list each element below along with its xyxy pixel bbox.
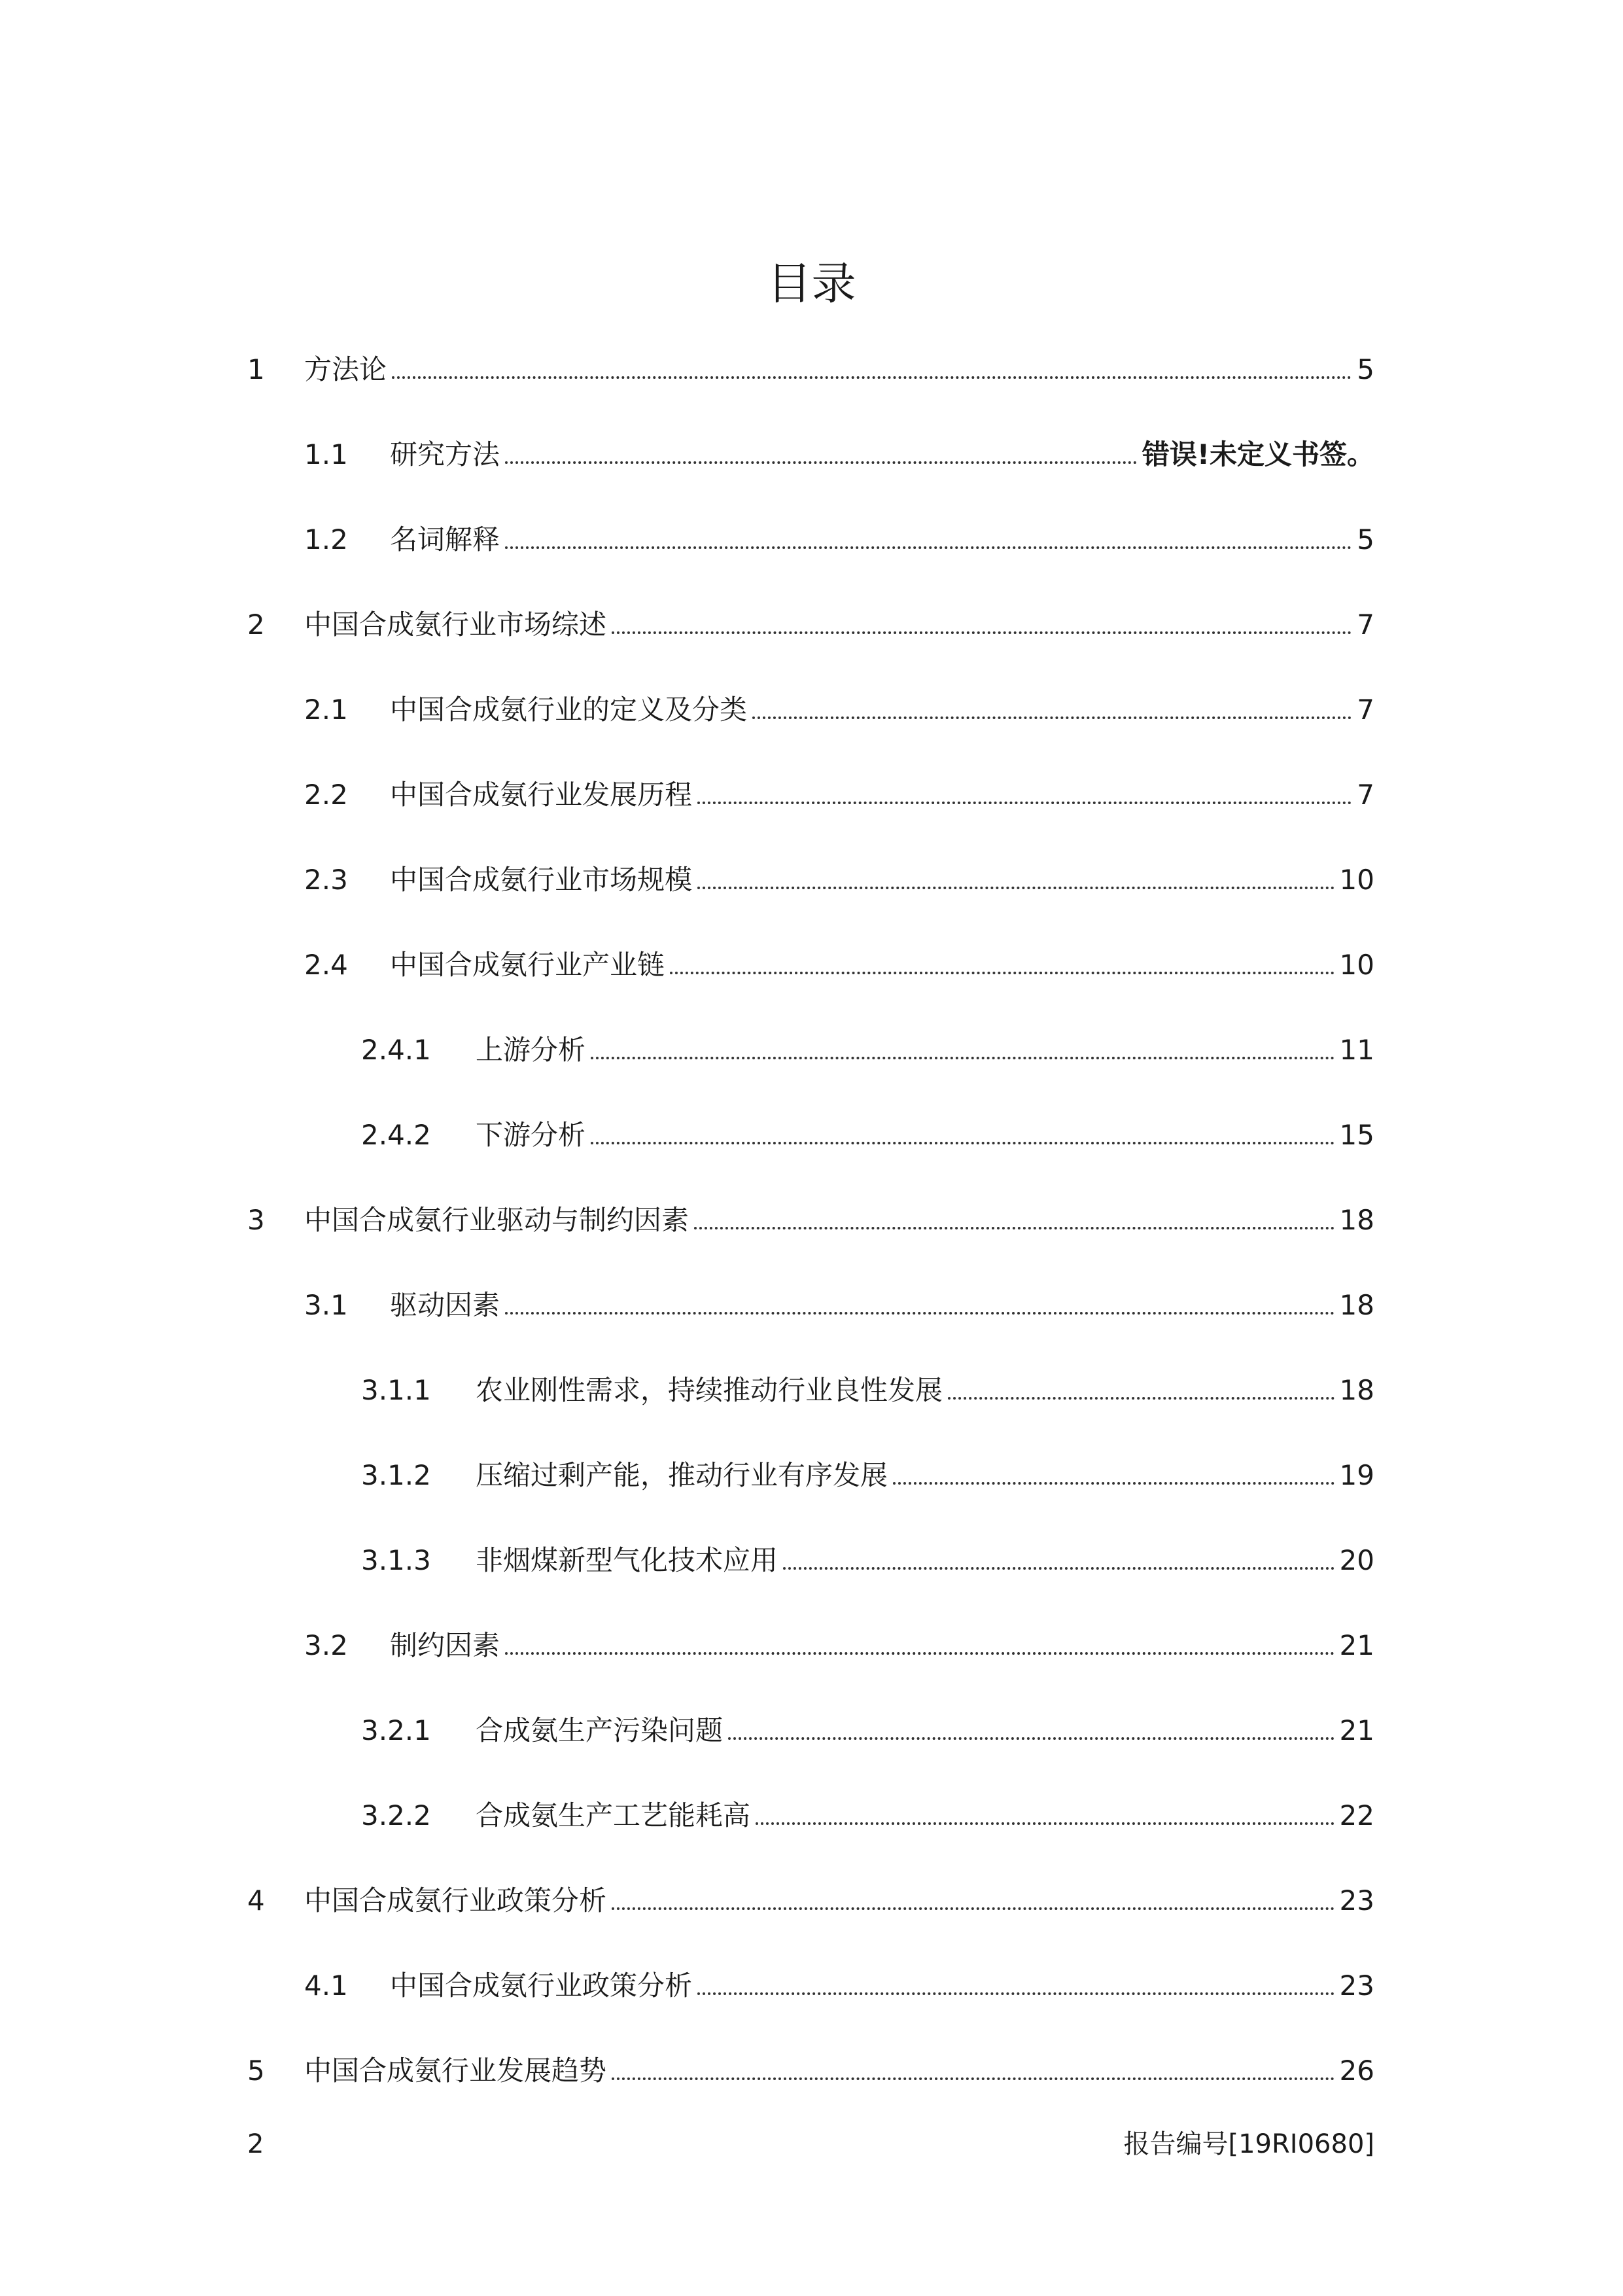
toc-entry-number: 2.2: [304, 779, 348, 811]
toc-entry-number: 3.2.1: [361, 1714, 431, 1746]
toc-entry[interactable]: [0, 497, 1623, 582]
toc-entry-page: 11: [1339, 1034, 1374, 1066]
toc-entry[interactable]: [0, 1773, 1623, 1858]
toc-entry[interactable]: [0, 1518, 1623, 1603]
toc-entry-page: 7: [1357, 609, 1374, 641]
toc-entry-page: 18: [1339, 1204, 1374, 1236]
dot-leader: [505, 461, 1137, 464]
dot-leader: [694, 1227, 1335, 1229]
toc-entry[interactable]: [0, 1688, 1623, 1773]
dot-leader: [612, 2077, 1335, 2080]
dot-leader: [697, 1992, 1335, 1995]
toc-entry-page: 23: [1339, 1969, 1374, 2002]
dot-leader: [756, 1822, 1335, 1825]
toc-entry-text: 中国合成氨行业政策分析: [390, 1969, 693, 2002]
toc-entry[interactable]: [0, 1348, 1623, 1433]
footer-page-number: 2: [247, 2129, 264, 2159]
dot-leader: [505, 546, 1352, 549]
toc-entry[interactable]: [0, 838, 1623, 923]
toc-entry-number: 2: [247, 609, 265, 641]
toc-entry-text: 合成氨生产污染问题: [476, 1714, 724, 1746]
toc-entry[interactable]: [0, 1858, 1623, 1943]
toc-entry-text: 制约因素: [390, 1629, 500, 1661]
toc-entry-number: 2.4.1: [361, 1034, 431, 1066]
toc-entry-page: 21: [1339, 1714, 1374, 1746]
toc-entry[interactable]: [0, 667, 1623, 752]
toc-entry-text: 中国合成氨行业发展历程: [390, 779, 693, 811]
toc-entry-text: 上游分析: [476, 1034, 586, 1066]
toc-entry-page: 15: [1339, 1119, 1374, 1151]
toc-entry[interactable]: [0, 1943, 1623, 2028]
page-footer: [0, 2121, 1623, 2167]
toc-entry-number: 1.2: [304, 523, 348, 556]
toc-entry-number: 3: [247, 1204, 265, 1236]
toc-entry-page: 7: [1357, 779, 1374, 811]
toc-entry-page: 20: [1339, 1544, 1374, 1576]
dot-leader: [728, 1737, 1335, 1740]
toc-entry-number: 4: [247, 1884, 265, 1916]
toc-entry-number: 3.1.3: [361, 1544, 431, 1576]
dot-leader: [893, 1482, 1335, 1485]
toc-entry-text: 中国合成氨行业驱动与制约因素: [304, 1204, 689, 1236]
dot-leader: [670, 972, 1335, 974]
dot-leader: [697, 802, 1352, 804]
toc-entry-text: 压缩过剩产能，推动行业有序发展: [476, 1459, 888, 1491]
toc-entry-text: 研究方法: [390, 438, 500, 470]
dot-leader: [591, 1142, 1335, 1144]
toc-entry[interactable]: [0, 752, 1623, 838]
toc-entry[interactable]: [0, 1263, 1623, 1348]
dot-leader: [612, 631, 1352, 634]
toc-entry[interactable]: [0, 1008, 1623, 1093]
dot-leader: [948, 1397, 1335, 1400]
toc-entry-page: 18: [1339, 1374, 1374, 1406]
toc-entry-number: 2.4.2: [361, 1119, 431, 1151]
toc-entry-number: 3.2: [304, 1629, 348, 1661]
toc-entry-text: 驱动因素: [390, 1289, 500, 1321]
toc-entry-page: 5: [1357, 523, 1374, 556]
toc-entry-page: 10: [1339, 949, 1374, 981]
toc-entry-number: 1: [247, 353, 265, 385]
toc-entry-number: 2.3: [304, 864, 348, 896]
toc-entry-text: 非烟煤新型气化技术应用: [476, 1544, 778, 1576]
dot-leader: [697, 887, 1335, 889]
dot-leader: [752, 716, 1352, 719]
toc-entry-text: 中国合成氨行业发展趋势: [304, 2055, 607, 2087]
toc-entry[interactable]: [0, 923, 1623, 1008]
toc-entry[interactable]: [0, 1093, 1623, 1178]
dot-leader: [612, 1907, 1335, 1910]
toc-entry-number: 3.2.2: [361, 1799, 431, 1831]
toc-entry-page: 26: [1339, 2055, 1374, 2087]
toc-entry[interactable]: [0, 1433, 1623, 1518]
toc-entry-text: 中国合成氨行业市场规模: [390, 864, 693, 896]
toc-entry[interactable]: [0, 1178, 1623, 1263]
dot-leader: [505, 1312, 1335, 1315]
page-title: 目录: [767, 258, 856, 310]
dot-leader: [783, 1567, 1335, 1570]
footer-report-code: 报告编号[19RI0680]: [1123, 2129, 1374, 2159]
toc-entry-page: 21: [1339, 1629, 1374, 1661]
toc-entry-page: 19: [1339, 1459, 1374, 1491]
toc-entry-page: 22: [1339, 1799, 1374, 1831]
dot-leader: [392, 376, 1352, 379]
toc-entry-page: 7: [1357, 694, 1374, 726]
toc-entry[interactable]: [0, 1603, 1623, 1688]
toc-entry-page: 5: [1357, 353, 1374, 385]
toc-entry-number: 3.1.2: [361, 1459, 431, 1491]
toc-entry-text: 名词解释: [390, 523, 500, 556]
toc-entry-text: 中国合成氨行业的定义及分类: [390, 694, 748, 726]
toc-entry-number: 2.4: [304, 949, 348, 981]
toc-entry-number: 1.1: [304, 438, 348, 470]
dot-leader: [591, 1057, 1335, 1059]
toc-entry-text: 方法论: [304, 353, 387, 385]
toc-entry-text: 中国合成氨行业政策分析: [304, 1884, 607, 1916]
toc-entry-number: 3.1: [304, 1289, 348, 1321]
toc-entry[interactable]: [0, 327, 1623, 412]
toc-entry[interactable]: [0, 412, 1623, 497]
toc-entry-text: 合成氨生产工艺能耗高: [476, 1799, 751, 1831]
toc-entry-number: 4.1: [304, 1969, 348, 2002]
toc-entry-number: 3.1.1: [361, 1374, 431, 1406]
toc-entry-page: 错误!未定义书签。: [1142, 438, 1374, 470]
toc-entry-text: 中国合成氨行业产业链: [390, 949, 665, 981]
toc-entry-page: 18: [1339, 1289, 1374, 1321]
toc-entry-number: 2.1: [304, 694, 348, 726]
toc-entry[interactable]: [0, 582, 1623, 667]
toc-entry[interactable]: [0, 2028, 1623, 2113]
toc-entry-number: 5: [247, 2055, 265, 2087]
toc-entry-text: 农业刚性需求，持续推动行业良性发展: [476, 1374, 943, 1406]
toc-entry-page: 10: [1339, 864, 1374, 896]
toc-entry-page: 23: [1339, 1884, 1374, 1916]
toc-entry-text: 下游分析: [476, 1119, 586, 1151]
dot-leader: [505, 1652, 1335, 1655]
toc-entry-text: 中国合成氨行业市场综述: [304, 609, 607, 641]
